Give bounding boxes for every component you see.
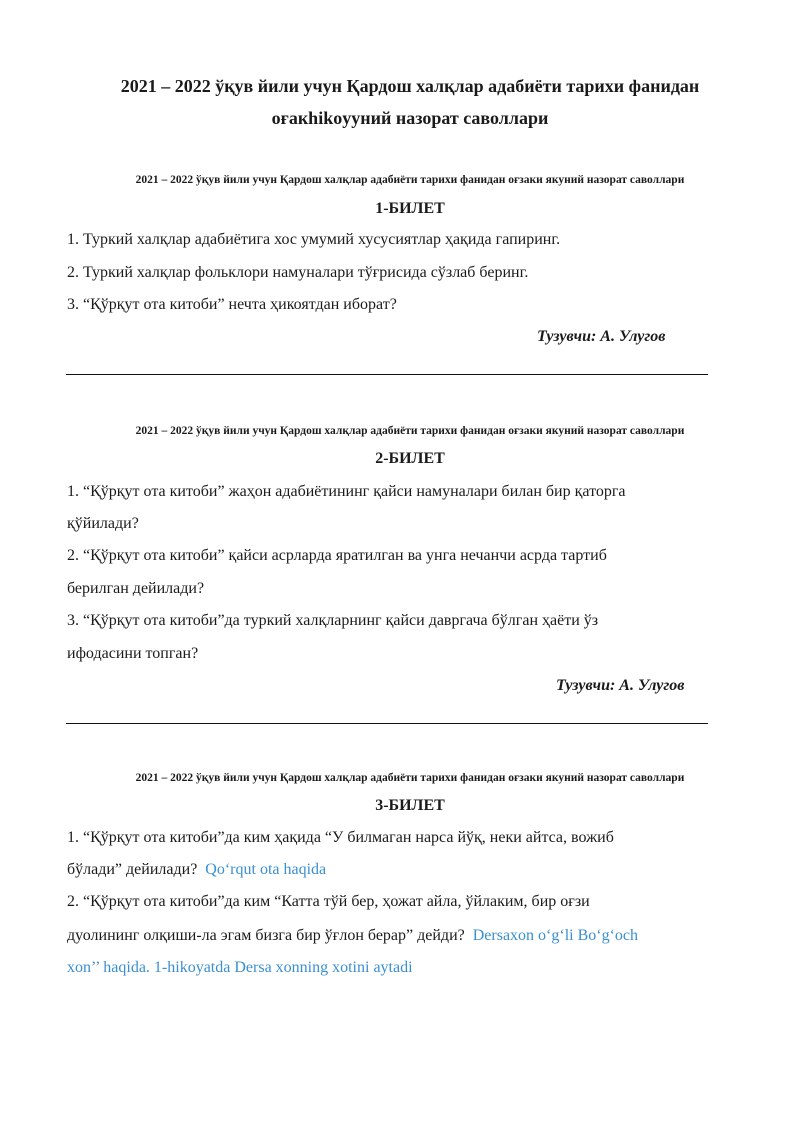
ticket-1-question-3: 3. “Қўрқут ота китоби” нечта ҳикоятдан иборат? [67,296,397,313]
ticket-3-header: 2021 – 2022 ўқув йили учун Қардош халқлар адабиёти тарихи фанидан оғзаки якуний назорат саволлари [135,772,685,784]
ticket-3-answer-2b: xon’’ haqida. 1-hikoyatda Dersa xonning xotini aytadi [67,959,413,976]
ticket-2-header: 2021 – 2022 ўқув йили учун Қардош халқлар адабиёти тарихи фанидан оғзаки якуний назорат саволлари [135,425,685,437]
ticket-2-question-3a: 3. “Қўрқут ота китоби”да туркий халқларнинг қайси давргача бўлган ҳаёти ўз [67,612,599,629]
ticket-3-question-1b-text: бўлади” дейилади? [67,861,198,878]
ticket-2-label: 2-БИЛЕТ [375,450,445,467]
ticket-3-answer-2a: Dersaxon o‘g‘li Bo‘g‘och [472,927,639,944]
document-title-line1: 2021 – 2022 ўқув йили учун Қардош халқлар адабиёти тарихи фанидан [120,76,700,96]
ticket-1-author: Тузувчи: А. Улугов [537,328,666,345]
ticket-1-label: 1-БИЛЕТ [375,200,445,217]
document-title-line2: оғакhikoyуний назорат саволлари [271,108,549,128]
ticket-3-question-1b [67,861,757,879]
ticket-3-answer-1: Qo‘rqut ota haqida [205,861,327,878]
ticket-3-question-2b-text: дуолининг олқиши-ла эгам бизга бир ўғлон берар” дейди? [67,927,465,944]
ticket-1-question-1: 1. Туркий халқлар адабиётига хос умумий хусусиятлар ҳақида гапиринг. [67,231,561,248]
ticket-3-question-1a: 1. “Қўрқут ота китоби”да ким ҳақида “У билмаган нарса йўқ, неки айтса, вожиб [67,829,614,846]
ticket-1-header: 2021 – 2022 ўқув йили учун Қардош халқлар адабиёти тарихи фанидан оғзаки якуний назорат саволлари [135,174,685,186]
ticket-2-question-1b: қўйилади? [67,515,139,532]
separator-rule-1 [66,374,708,375]
ticket-2-question-3b: ифодасини топган? [67,645,199,662]
ticket-2-question-2b: берилган дейилади? [67,580,205,597]
ticket-2-question-2a: 2. “Қўрқут ота китоби” қайси асрларда яратилган ва унга нечанчи асрда тартиб [67,547,607,564]
ticket-1-question-2: 2. Туркий халқлар фольклори намуналари тўғрисида сўзлаб беринг. [67,264,529,281]
ticket-3-question-2a: 2. “Қўрқут ота китоби”да ким “Катта тўй бер, ҳожат айла, ўйлаким, бир оғзи [67,893,590,910]
ticket-3-question-2b [67,927,767,945]
separator-rule-2 [66,723,708,724]
ticket-2-question-1a: 1. “Қўрқут ота китоби” жаҳон адабиётининг қайси намуналари билан бир қаторга [67,483,626,500]
ticket-3-label: 3-БИЛЕТ [375,797,445,814]
ticket-2-author: Тузувчи: А. Улугов [556,677,685,694]
